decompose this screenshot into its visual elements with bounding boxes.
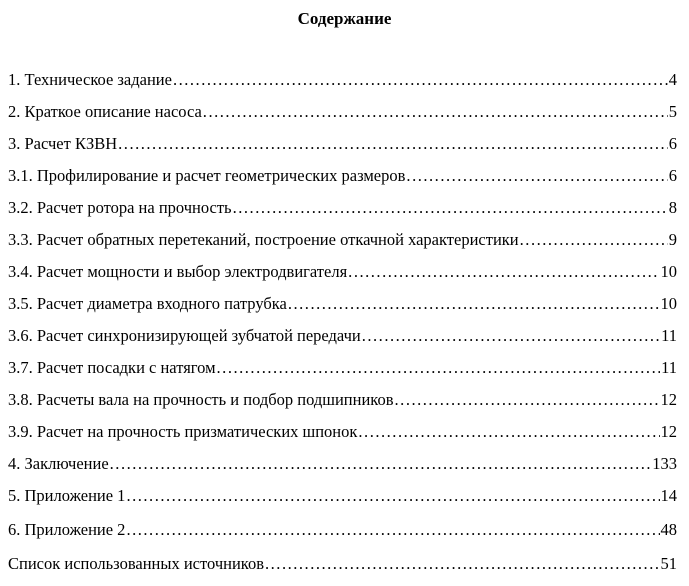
toc-entry-label: 3.5. Расчет диаметра входного патрубка bbox=[8, 294, 287, 313]
toc-entry bbox=[8, 292, 677, 324]
toc-entry-page: 10 bbox=[660, 262, 677, 281]
dot-leader bbox=[406, 164, 667, 188]
toc-entry-page: 133 bbox=[652, 454, 677, 473]
dot-leader bbox=[348, 260, 659, 284]
dot-leader bbox=[173, 68, 668, 92]
toc-entry-label: Список использованных источников bbox=[8, 554, 264, 573]
dot-leader bbox=[203, 100, 668, 124]
toc-entry-page: 11 bbox=[661, 358, 677, 377]
toc-entry-label: 3. Расчет КЗВН bbox=[8, 134, 118, 153]
toc-entry-page: 51 bbox=[660, 554, 677, 573]
toc-entry-page: 10 bbox=[660, 294, 677, 313]
toc-entry-label: 6. Приложение 2 bbox=[8, 520, 126, 539]
toc-entry bbox=[8, 388, 677, 420]
dot-leader bbox=[217, 356, 661, 380]
toc-entry-label: 3.9. Расчет на прочность призматических шпонок bbox=[8, 422, 358, 441]
toc-entry-label: 3.6. Расчет синхронизирующей зубчатой передачи bbox=[8, 326, 361, 345]
dot-leader bbox=[233, 196, 668, 220]
toc-entry-label: 3.3. Расчет обратных перетеканий, построение откачной характеристики bbox=[8, 230, 519, 249]
toc-entry-label: 3.2. Расчет ротора на прочность bbox=[8, 198, 232, 217]
toc-entry-page: 4 bbox=[668, 70, 677, 89]
table-of-contents bbox=[8, 68, 677, 586]
toc-entry bbox=[8, 100, 677, 132]
dot-leader bbox=[265, 552, 660, 576]
toc-entry bbox=[8, 420, 677, 452]
toc-entry-page: 6 bbox=[668, 134, 677, 153]
toc-entry bbox=[8, 518, 677, 552]
toc-entry-page: 11 bbox=[661, 326, 677, 345]
toc-entry-label: 5. Приложение 1 bbox=[8, 486, 126, 505]
toc-entry bbox=[8, 132, 677, 164]
dot-leader bbox=[126, 484, 659, 508]
toc-entry bbox=[8, 260, 677, 292]
toc-entry-page: 6 bbox=[668, 166, 677, 185]
toc-entry bbox=[8, 164, 677, 196]
toc-entry bbox=[8, 356, 677, 388]
toc-entry-label: 3.7. Расчет посадки с натягом bbox=[8, 358, 216, 377]
dot-leader bbox=[118, 132, 668, 156]
toc-entry-label: 2. Краткое описание насоса bbox=[8, 102, 202, 121]
toc-entry-page: 48 bbox=[660, 520, 677, 539]
dot-leader bbox=[126, 518, 659, 542]
toc-entry bbox=[8, 324, 677, 356]
toc-entry-label: 3.1. Профилирование и расчет геометрических размеров bbox=[8, 166, 406, 185]
toc-entry-page: 12 bbox=[660, 390, 677, 409]
toc-entry-page: 9 bbox=[668, 230, 677, 249]
toc-entry bbox=[8, 228, 677, 260]
toc-entry bbox=[8, 452, 677, 484]
toc-entry-page: 8 bbox=[668, 198, 677, 217]
dot-leader bbox=[520, 228, 668, 252]
toc-entry-label: 1. Техническое задание bbox=[8, 70, 172, 89]
dot-leader bbox=[110, 452, 652, 476]
toc-entry bbox=[8, 196, 677, 228]
toc-entry-page: 5 bbox=[668, 102, 677, 121]
dot-leader bbox=[362, 324, 660, 348]
dot-leader bbox=[395, 388, 660, 412]
toc-entry-page: 12 bbox=[660, 422, 677, 441]
dot-leader bbox=[358, 420, 659, 444]
page-title: Содержание bbox=[297, 9, 392, 28]
dot-leader bbox=[288, 292, 660, 316]
toc-entry-label: 3.4. Расчет мощности и выбор электродвигателя bbox=[8, 262, 348, 281]
toc-entry bbox=[8, 68, 677, 100]
toc-entry-label: 3.8. Расчеты вала на прочность и подбор подшипников bbox=[8, 390, 394, 409]
toc-entry-page: 14 bbox=[660, 486, 677, 505]
toc-entry bbox=[8, 484, 677, 518]
toc-entry-label: 4. Заключение bbox=[8, 454, 109, 473]
toc-entry bbox=[8, 552, 677, 586]
